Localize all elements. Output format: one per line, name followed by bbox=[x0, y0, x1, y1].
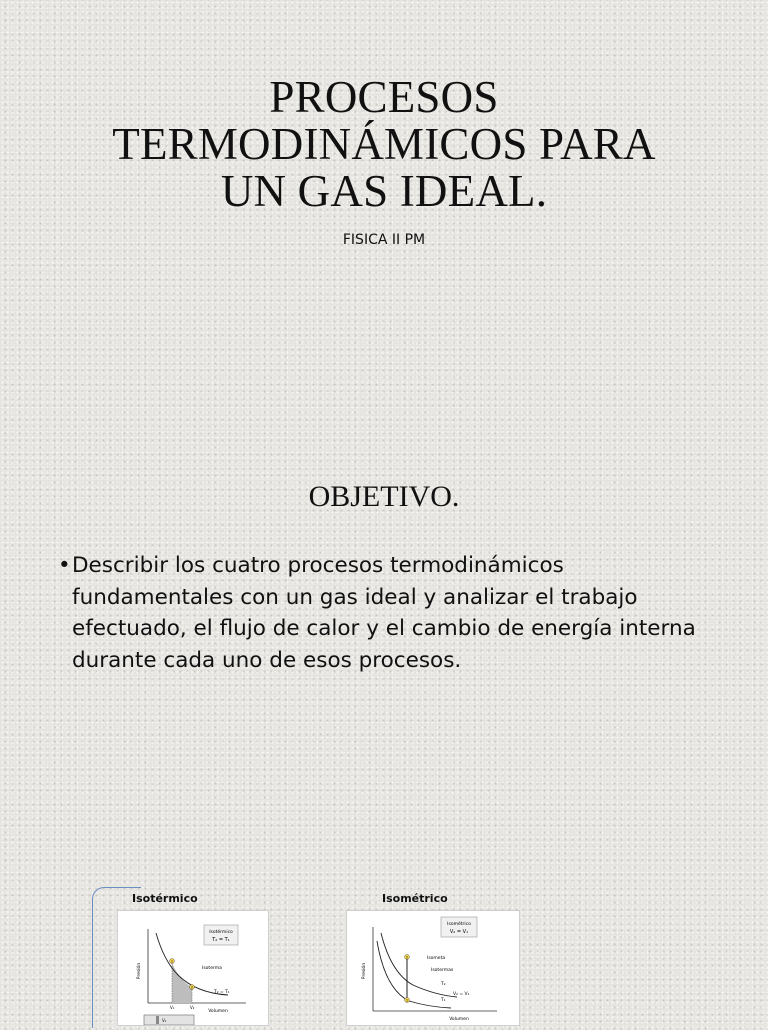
state-point-1-label: 1 bbox=[171, 959, 173, 964]
t2-label: T₂ bbox=[441, 982, 446, 987]
piston-label: V₁ bbox=[162, 1018, 167, 1023]
title-slide bbox=[0, 0, 768, 430]
bullet-text: Describir los cuatro procesos termodinámicos fundamentales con un gas ideal y analizar el trabajo efectuado, el flujo de calor y el cambio de energía interna durante cada uno de esos procesos. bbox=[72, 553, 696, 673]
y-axis-label: Presión bbox=[362, 962, 367, 980]
isothermal-diagram bbox=[118, 911, 268, 1025]
title-line: TERMODINÁMICOS PARA bbox=[112, 119, 656, 169]
isothermal-figure bbox=[117, 910, 269, 1026]
slide-title bbox=[60, 74, 708, 215]
x-tick-v1: V₁ bbox=[170, 1005, 175, 1010]
legend-eq: V₂ = V₁ bbox=[449, 929, 469, 935]
isotherm-t2 bbox=[381, 933, 457, 997]
figure-label-isothermal: Isotérmico bbox=[132, 892, 198, 905]
x-axis-label: Volumen bbox=[208, 1009, 228, 1014]
state-point-2-label: 2 bbox=[191, 985, 193, 990]
curve-label-isotermas: Isotermas bbox=[431, 968, 454, 973]
isometric-eq-label: V₂ = V₁ bbox=[453, 992, 470, 997]
y-axis-label: Presión bbox=[137, 962, 142, 980]
title-line: UN GAS IDEAL. bbox=[220, 166, 548, 216]
isometric-diagram bbox=[347, 911, 519, 1025]
work-area bbox=[172, 963, 192, 1003]
bullet-item bbox=[58, 550, 718, 676]
figure-label-isometric: Isométrico bbox=[382, 892, 448, 905]
x-axis-label: Volumen bbox=[449, 1017, 469, 1022]
state-point-2-label: 2 bbox=[406, 955, 408, 960]
legend-eq: T₂ = T₁ bbox=[212, 937, 230, 943]
piston bbox=[156, 1016, 159, 1024]
title-line: PROCESOS bbox=[269, 72, 499, 122]
bullet-marker: • bbox=[58, 553, 71, 578]
isometric-figure bbox=[346, 910, 520, 1026]
curve-label-isometa: Isometa bbox=[427, 956, 446, 961]
legend-title: Isométrico bbox=[447, 922, 471, 927]
x-tick-v2: V₂ bbox=[190, 1005, 195, 1010]
isotherm-t1 bbox=[377, 941, 451, 1008]
state-point-1-label: 1 bbox=[406, 998, 408, 1003]
objective-heading: OBJETIVO. bbox=[308, 480, 460, 513]
curve-label: Isoterma bbox=[202, 966, 222, 971]
t1-label: T₁ bbox=[441, 998, 446, 1003]
temperature-label: T₂ = T₁ bbox=[214, 990, 230, 995]
slide-subtitle: FISICA II PM bbox=[342, 232, 426, 248]
legend-title: Isotérmico bbox=[209, 930, 233, 935]
